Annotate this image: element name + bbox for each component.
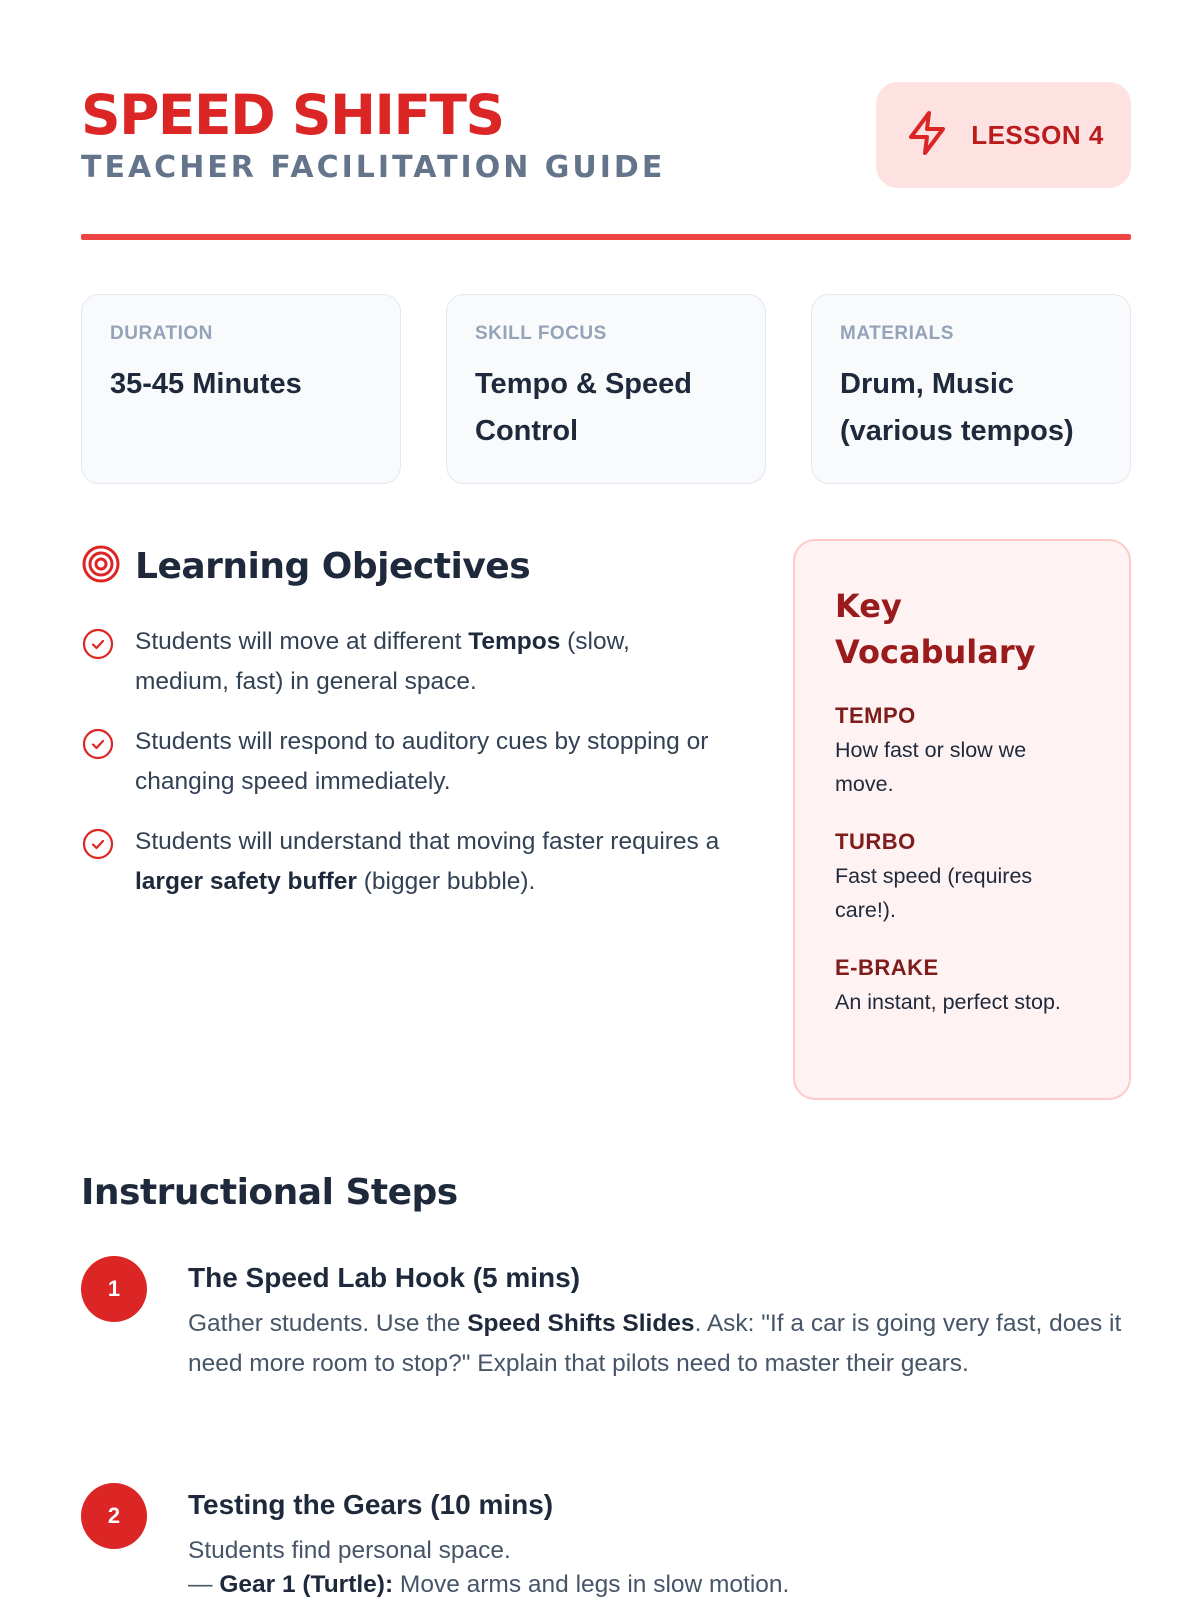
page-subtitle: TEACHER FACILITATION GUIDE: [81, 150, 666, 185]
instructional-steps: [81, 1164, 1131, 1598]
check-circle-icon: [81, 727, 115, 761]
facilitation-guide-page: [81, 0, 1131, 1600]
vocabulary-title: Key Vocabulary: [835, 587, 1036, 671]
page-title: SPEED SHIFTS: [81, 83, 504, 147]
card-value: Tempo & Speed Control: [475, 368, 692, 447]
objectives-heading: [81, 538, 721, 594]
duration-card: [81, 294, 401, 484]
step-description: Students find personal space.: [188, 1537, 511, 1564]
key-vocabulary-box: [793, 539, 1131, 1100]
steps-title: Instructional Steps: [81, 1171, 458, 1213]
objective-text: Students will understand that moving faster requires a larger safety buffer (bigger bubble).: [135, 828, 720, 895]
learning-objectives: [81, 538, 721, 922]
vocab-item: [835, 955, 1089, 1019]
step-description: Gather students. Use the Speed Shifts Slides. Ask: "If a car is going very fast, does it need more room to stop?" Explain that pilots need to master their gears.: [188, 1310, 1122, 1377]
vocab-definition: Fast speed (requires care!).: [835, 864, 1033, 922]
objective-text: Students will respond to auditory cues by stopping or changing speed immediately.: [135, 728, 709, 795]
info-cards: [81, 294, 1131, 484]
step-title: The Speed Lab Hook (5 mins): [188, 1262, 581, 1293]
card-label: SKILL FOCUS: [475, 323, 607, 344]
step-number-badge: 2: [81, 1483, 147, 1549]
vocab-item: [835, 829, 1089, 927]
lesson-label: LESSON 4: [971, 119, 1104, 150]
steps-heading: [81, 1164, 1131, 1220]
header-divider: [81, 234, 1131, 240]
page-header: [81, 82, 1131, 190]
check-circle-icon: [81, 827, 115, 861]
card-label: MATERIALS: [840, 323, 954, 344]
card-value: Drum, Music (various tempos): [840, 368, 1074, 447]
step-number-badge: 1: [81, 1256, 147, 1322]
vocab-term: TEMPO: [835, 703, 916, 728]
vocab-definition: An instant, perfect stop.: [835, 990, 1061, 1014]
gear-description: — Gear 1 (Turtle): Move arms and legs in slow motion.: [188, 1571, 790, 1598]
objective-item: [81, 622, 721, 702]
vocab-definition: How fast or slow we move.: [835, 738, 1027, 796]
step-body: [188, 1483, 1131, 1600]
objective-item: [81, 722, 721, 802]
step-title: Testing the Gears (10 mins): [188, 1489, 554, 1520]
step-body: [188, 1256, 1131, 1384]
lightning-icon: [903, 109, 951, 162]
materials-card: [811, 294, 1131, 484]
skill-focus-card: [446, 294, 766, 484]
lesson-badge: [876, 82, 1131, 188]
objective-item: [81, 822, 721, 902]
objectives-list: [81, 622, 721, 902]
objectives-title: Learning Objectives: [135, 545, 531, 587]
objective-text: Students will move at different Tempos (slow, medium, fast) in general space.: [135, 628, 630, 695]
card-label: DURATION: [110, 323, 213, 344]
vocab-term: TURBO: [835, 829, 916, 854]
vocab-term: E-BRAKE: [835, 955, 939, 980]
vocab-item: [835, 703, 1089, 801]
target-icon: [81, 544, 121, 589]
check-circle-icon: [81, 627, 115, 661]
card-value: 35-45 Minutes: [110, 368, 302, 400]
